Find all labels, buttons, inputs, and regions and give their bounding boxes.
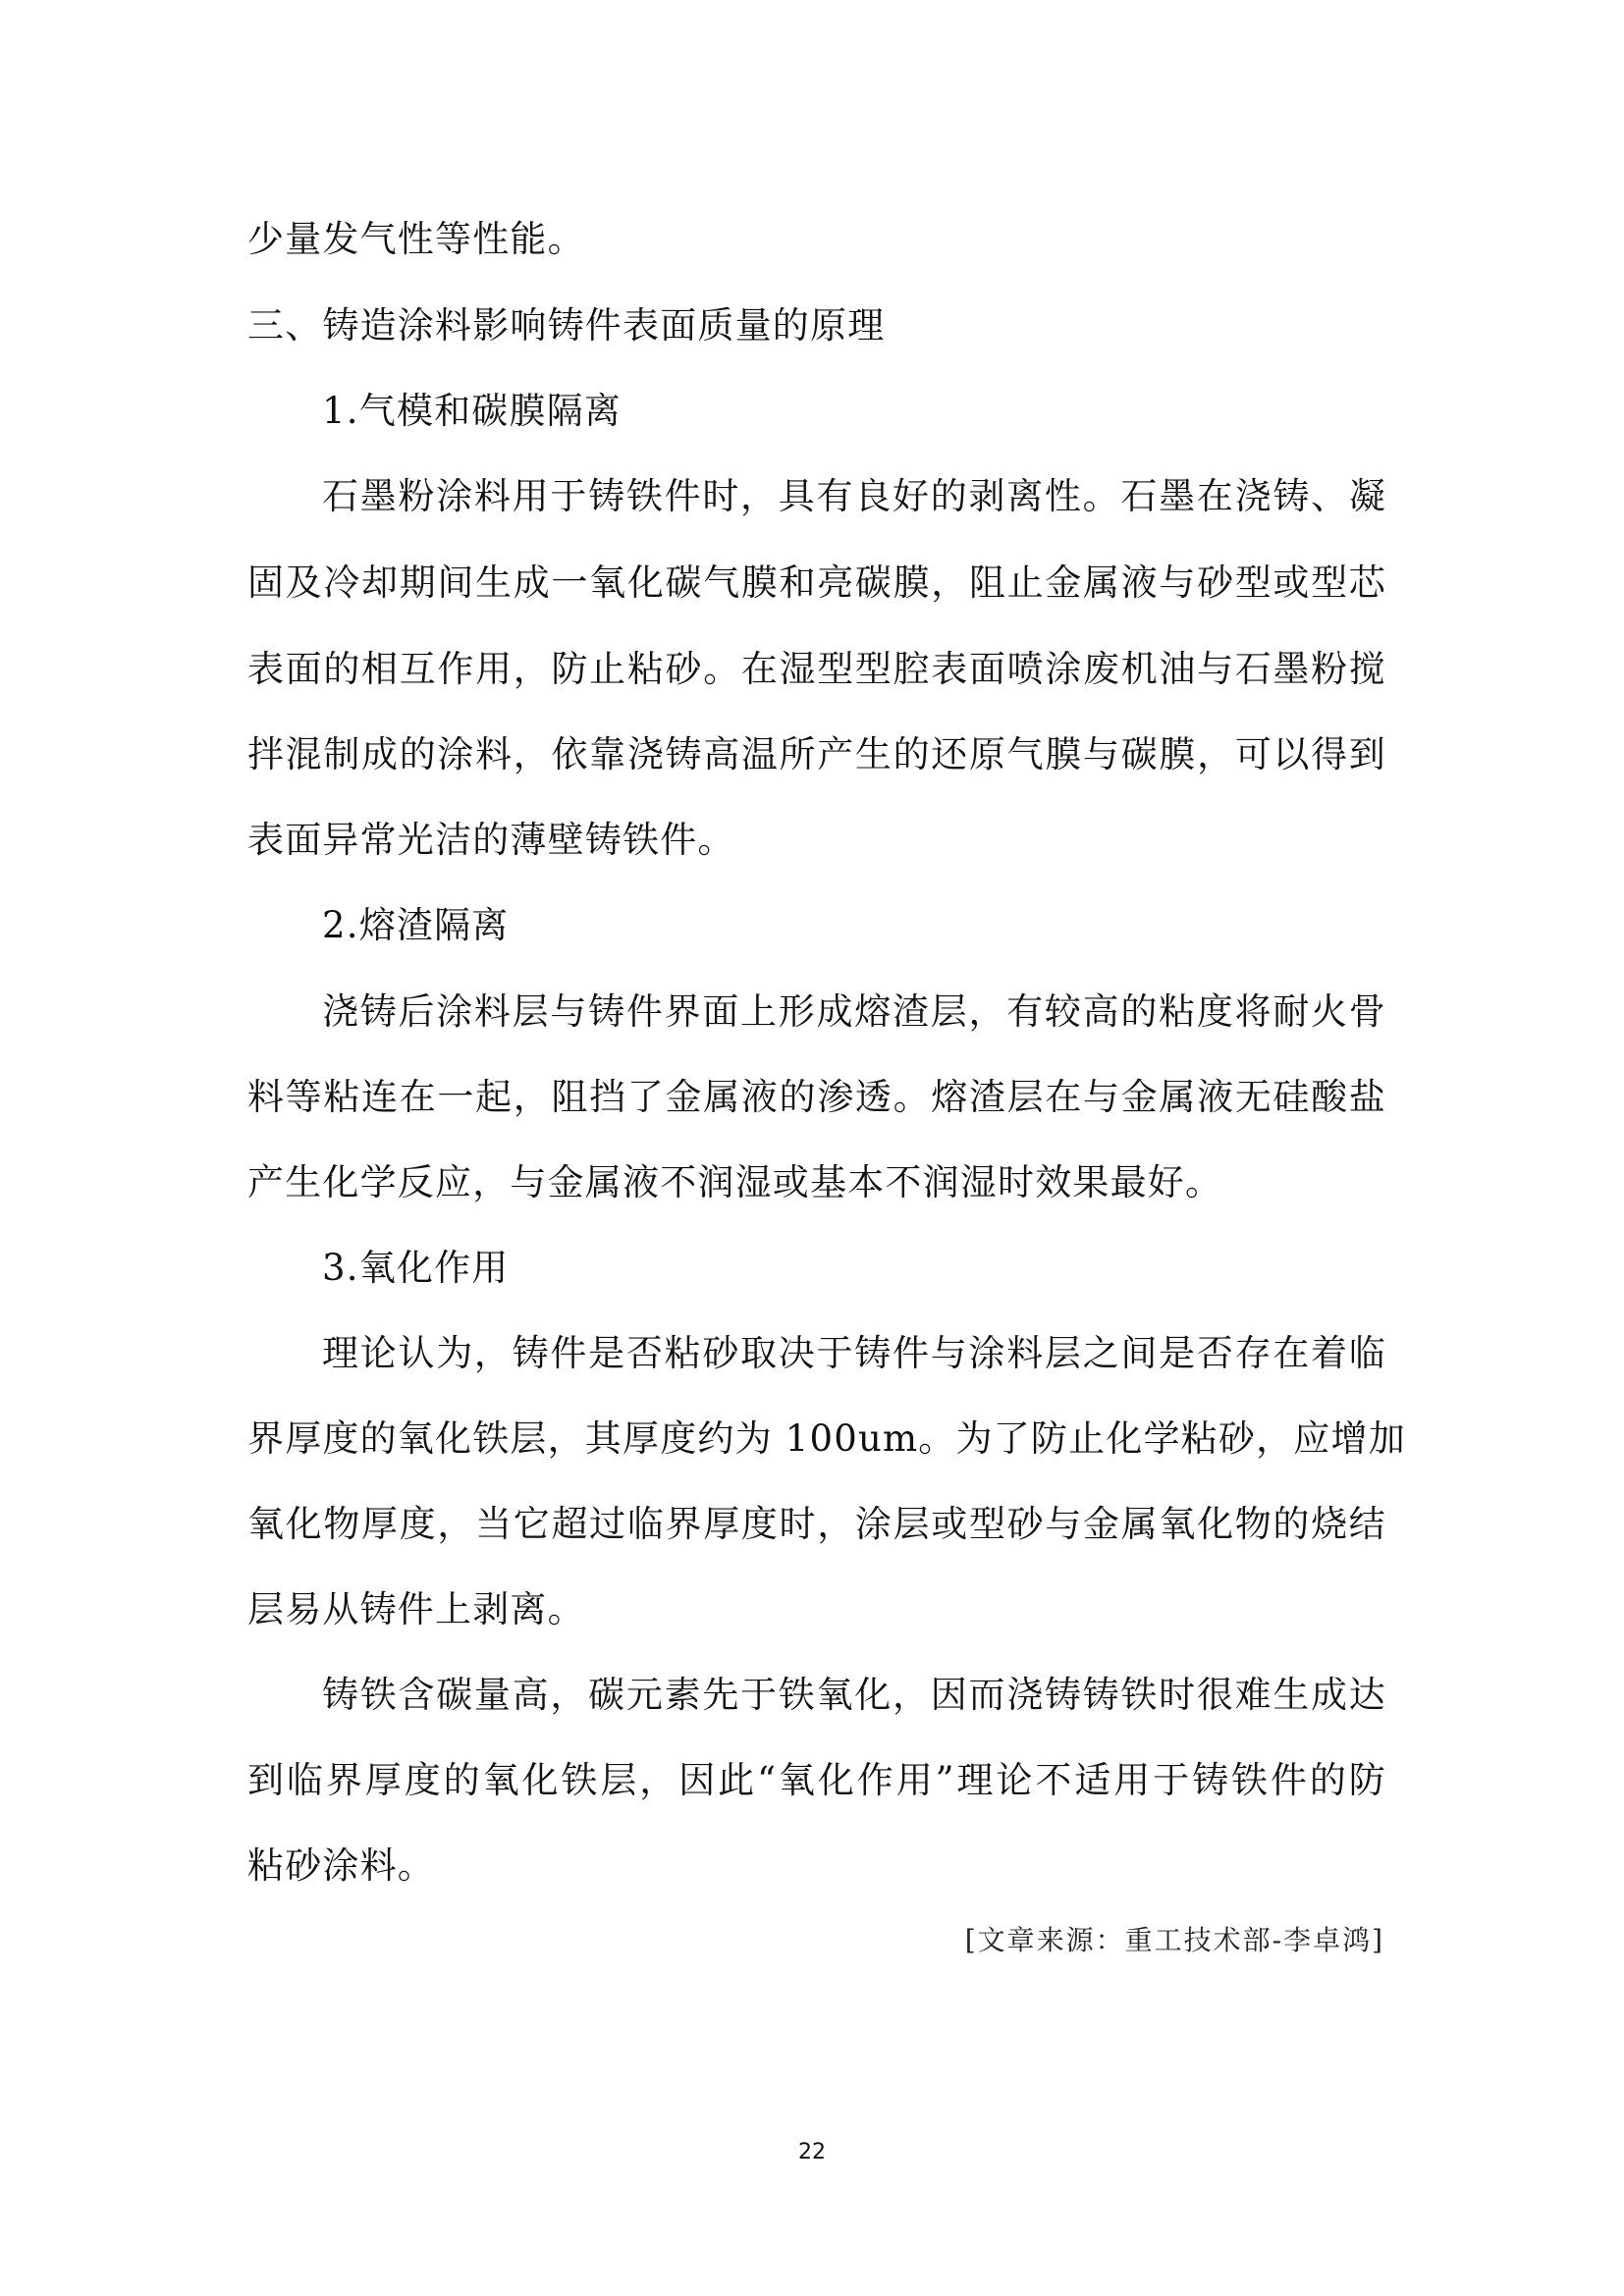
paragraph-4-line-3: 粘砂涂料。 [247,1844,435,1887]
paragraph-1-line-1: 石墨粉涂料用于铸铁件时，具有良好的剥离性。石墨在浇铸、凝 [322,475,1386,517]
article-source-note: [文章来源：重工技术部-李卓鸿] [964,1924,1384,1956]
subheading-3: 3.氧化作用 [322,1247,510,1289]
paragraph-3-line-4: 层易从铸件上剥离。 [247,1588,585,1630]
paragraph-1-line-4: 拌混制成的涂料，依靠浇铸高温所产生的还原气膜与碳膜，可以得到 [247,733,1386,775]
paragraph-3-line-2: 界厚度的氧化铁层，其厚度约为 100um。为了防止化学粘砂，应增加 [247,1417,1406,1460]
subheading-1: 1.气模和碳膜隔离 [322,390,623,432]
paragraph-1-line-3: 表面的相互作用，防止粘砂。在湿型型腔表面喷涂废机油与石墨粉搅 [247,648,1386,690]
subheading-2: 2.熔渣隔离 [322,904,510,946]
paragraph-4-line-1: 铸铁含碳量高，碳元素先于铁氧化，因而浇铸铸铁时很难生成达 [322,1674,1386,1716]
paragraph-3-line-3: 氧化物厚度，当它超过临界厚度时，涂层或型砂与金属氧化物的烧结 [247,1503,1386,1545]
paragraph-1-line-5: 表面异常光洁的薄壁铸铁件。 [247,819,735,861]
paragraph-continuation-line: 少量发气性等性能。 [247,218,585,260]
page-number: 22 [798,2140,826,2164]
paragraph-2-line-3: 产生化学反应，与金属液不润湿或基本不润湿时效果最好。 [247,1161,1223,1203]
paragraph-2-line-2: 料等粘连在一起，阻挡了金属液的渗透。熔渣层在与金属液无硅酸盐 [247,1076,1386,1118]
paragraph-4-line-2: 到临界厚度的氧化铁层，因此“氧化作用”理论不适用于铸铁件的防 [247,1759,1386,1801]
paragraph-1-line-2: 固及冷却期间生成一氧化碳气膜和亮碳膜，阻止金属液与砂型或型芯 [247,561,1386,604]
paragraph-2-line-1: 浇铸后涂料层与铸件界面上形成熔渣层，有较高的粘度将耐火骨 [322,990,1386,1033]
section-heading-3: 三、铸造涂料影响铸件表面质量的原理 [247,304,886,347]
paragraph-3-line-1: 理论认为，铸件是否粘砂取决于铸件与涂料层之间是否存在着临 [322,1332,1386,1374]
